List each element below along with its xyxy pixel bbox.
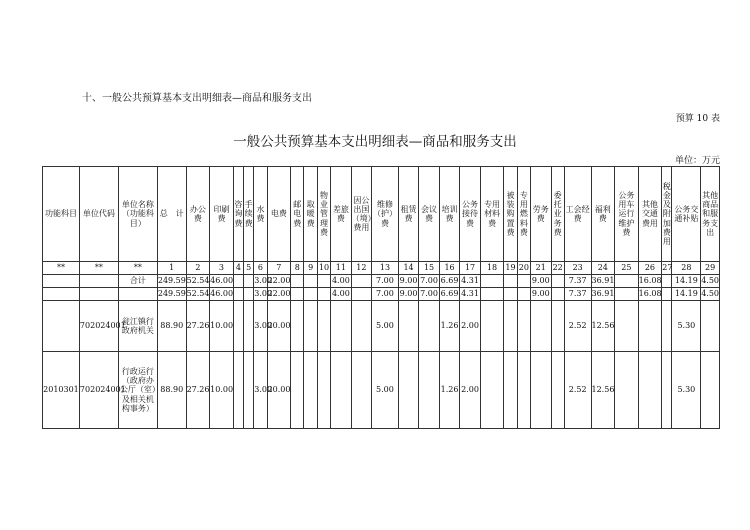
table-cell: [662, 301, 672, 352]
table-cell: 9.00: [531, 288, 552, 301]
header-cell: 维修（护）费: [372, 167, 399, 262]
table-cell: [317, 275, 330, 288]
header-cell: 办公费: [186, 167, 210, 262]
index-cell: 27: [662, 262, 672, 275]
table-cell: [243, 301, 253, 352]
table-row: [43, 275, 720, 288]
table-cell: [701, 301, 720, 352]
table-cell: 9.00: [398, 275, 419, 288]
header-cell: 工会经费: [564, 167, 591, 262]
table-cell: 瓮江镇行政府机关: [118, 301, 157, 352]
table-cell: 5.30: [672, 352, 701, 429]
index-cell: 1: [157, 262, 186, 275]
header-cell: 电费: [267, 167, 291, 262]
table-cell: 12.56: [591, 301, 615, 352]
index-cell: 10: [317, 262, 330, 275]
index-cell: 5: [243, 262, 253, 275]
table-cell: [551, 288, 564, 301]
table-cell: [662, 275, 672, 288]
header-cell: 其他交通费用: [638, 167, 662, 262]
table-cell: 27.26: [186, 301, 210, 352]
table-cell: [233, 288, 243, 301]
table-cell: 9.00: [531, 275, 552, 288]
index-cell: 6: [254, 262, 267, 275]
index-cell: 16: [439, 262, 460, 275]
table-cell: [351, 352, 372, 429]
table-cell: 12.56: [591, 352, 615, 429]
table-cell: [43, 301, 80, 352]
table-cell: 7.00: [372, 288, 399, 301]
table-cell: [398, 301, 419, 352]
header-cell: 公务接待费: [460, 167, 481, 262]
header-row: [43, 167, 720, 262]
header-cell: 咨询费: [233, 167, 243, 262]
table-cell: 14.19: [672, 275, 701, 288]
table-cell: [243, 352, 253, 429]
header-cell: 劳务费: [531, 167, 552, 262]
table-cell: [480, 352, 504, 429]
table-cell: 46.00: [210, 275, 234, 288]
index-cell: 12: [351, 262, 372, 275]
table-cell: 52.54: [186, 275, 210, 288]
header-cell: 会议费: [419, 167, 440, 262]
page-title: 一般公共预算基本支出明细表—商品和服务支出: [233, 134, 517, 150]
table-cell: 14.19: [672, 288, 701, 301]
index-row: [43, 262, 720, 275]
table-cell: 10.00: [210, 352, 234, 429]
table-cell: [243, 288, 253, 301]
table-cell: [531, 301, 552, 352]
index-cell: 2: [186, 262, 210, 275]
table-cell: 249.59: [157, 288, 186, 301]
header-cell: 单位代码: [79, 167, 118, 262]
table-cell: [304, 275, 317, 288]
header-cell: 手续费: [243, 167, 253, 262]
table-cell: [480, 288, 504, 301]
index-cell: 29: [701, 262, 720, 275]
table-cell: [504, 275, 517, 288]
table-cell: 4.50: [701, 288, 720, 301]
index-cell: 4: [233, 262, 243, 275]
table-cell: [480, 275, 504, 288]
table-cell: [291, 275, 304, 288]
table-cell: [504, 288, 517, 301]
table-cell: 16.08: [638, 275, 662, 288]
table-cell: [398, 352, 419, 429]
header-cell: 公务用车运行维护费: [615, 167, 639, 262]
index-cell: 3: [210, 262, 234, 275]
table-cell: [517, 301, 530, 352]
table-cell: 6.69: [439, 275, 460, 288]
table-cell: 20.00: [267, 352, 291, 429]
header-cell: 税金及附加费用: [662, 167, 672, 262]
table-cell: [304, 301, 317, 352]
table-cell: [615, 288, 639, 301]
table-cell: 4.31: [460, 275, 481, 288]
index-cell: 17: [460, 262, 481, 275]
table-cell: [504, 352, 517, 429]
table-cell: 5.30: [672, 301, 701, 352]
table-cell: 3.00: [254, 288, 267, 301]
table-cell: 16.08: [638, 288, 662, 301]
table-cell: 3.00: [254, 301, 267, 352]
table-cell: 36.91: [591, 288, 615, 301]
table-cell: 4.00: [331, 288, 352, 301]
table-cell: 2.00: [460, 352, 481, 429]
table-cell: 2.00: [460, 301, 481, 352]
table-cell: [517, 352, 530, 429]
table-cell: [551, 275, 564, 288]
index-cell: 25: [615, 262, 639, 275]
table-cell: [233, 275, 243, 288]
table-cell: [551, 352, 564, 429]
header-cell: 培训费: [439, 167, 460, 262]
budget-table: [42, 166, 720, 429]
index-cell: 14: [398, 262, 419, 275]
header-cell: 委托业务费: [551, 167, 564, 262]
header-cell: 水费: [254, 167, 267, 262]
index-cell: **: [118, 262, 157, 275]
header-cell: 专用材料费: [480, 167, 504, 262]
table-cell: 9.00: [398, 288, 419, 301]
header-cell: 印刷费: [210, 167, 234, 262]
index-cell: 20: [517, 262, 530, 275]
unit-label: 单位：万元: [674, 156, 720, 166]
table-cell: 5.00: [372, 301, 399, 352]
header-cell: 取暖费: [304, 167, 317, 262]
table-cell: [291, 352, 304, 429]
table-cell: 7.00: [419, 275, 440, 288]
table-cell: [419, 301, 440, 352]
table-row: [43, 352, 720, 429]
table-cell: [701, 352, 720, 429]
table-cell: [317, 301, 330, 352]
header-cell: 功能科目: [43, 167, 80, 262]
index-cell: 21: [531, 262, 552, 275]
header-cell: 差旅费: [331, 167, 352, 262]
table-cell: 5.00: [372, 352, 399, 429]
index-cell: 19: [504, 262, 517, 275]
table-row: [43, 288, 720, 301]
table-cell: [118, 288, 157, 301]
table-cell: [419, 352, 440, 429]
table-cell: [504, 301, 517, 352]
table-cell: [79, 288, 118, 301]
table-cell: [331, 301, 352, 352]
index-cell: 11: [331, 262, 352, 275]
table-cell: 1.26: [439, 301, 460, 352]
table-cell: [351, 288, 372, 301]
table-cell: 3.00: [254, 275, 267, 288]
index-cell: 22: [551, 262, 564, 275]
table-cell: 27.26: [186, 352, 210, 429]
table-cell: [615, 301, 639, 352]
table-cell: [517, 275, 530, 288]
table-cell: [615, 275, 639, 288]
table-cell: [317, 352, 330, 429]
table-cell: 249.59: [157, 275, 186, 288]
index-cell: 18: [480, 262, 504, 275]
index-cell: 13: [372, 262, 399, 275]
table-cell: 2.52: [564, 352, 591, 429]
table-cell: 4.00: [331, 275, 352, 288]
table-cell: [638, 301, 662, 352]
table-cell: 702024001: [79, 352, 118, 429]
index-cell: 28: [672, 262, 701, 275]
table-cell: [43, 288, 80, 301]
table-cell: 88.90: [157, 301, 186, 352]
table-cell: 20.00: [267, 301, 291, 352]
table-cell: [638, 352, 662, 429]
header-cell: 因公出国（境）费用: [351, 167, 372, 262]
table-cell: 52.54: [186, 288, 210, 301]
index-cell: **: [79, 262, 118, 275]
table-cell: 4.31: [460, 288, 481, 301]
index-cell: 23: [564, 262, 591, 275]
table-cell: 7.00: [372, 275, 399, 288]
index-cell: 9: [304, 262, 317, 275]
table-cell: 36.91: [591, 275, 615, 288]
table-cell: [662, 288, 672, 301]
table-cell: 4.50: [701, 275, 720, 288]
table-cell: 1.26: [439, 352, 460, 429]
header-cell: 其他商品和服务支出: [701, 167, 720, 262]
table-cell: 2010301: [43, 352, 80, 429]
table-cell: 22.00: [267, 275, 291, 288]
table-cell: [331, 352, 352, 429]
index-cell: 24: [591, 262, 615, 275]
table-cell: [662, 352, 672, 429]
table-cell: 702024001: [79, 301, 118, 352]
table-cell: [480, 301, 504, 352]
table-row: [43, 301, 720, 352]
header-cell: 专用燃料费: [517, 167, 530, 262]
table-cell: 88.90: [157, 352, 186, 429]
header-cell: 总 计: [157, 167, 186, 262]
table-cell: 合计: [118, 275, 157, 288]
table-cell: [317, 288, 330, 301]
header-cell: 邮电费: [291, 167, 304, 262]
header-cell: 租赁费: [398, 167, 419, 262]
header-cell: 公务交通补贴: [672, 167, 701, 262]
table-cell: [304, 352, 317, 429]
table-cell: 6.69: [439, 288, 460, 301]
table-cell: [304, 288, 317, 301]
table-cell: [351, 301, 372, 352]
table-cell: 7.37: [564, 275, 591, 288]
table-cell: 3.00: [254, 352, 267, 429]
table-cell: [531, 352, 552, 429]
table-cell: 7.00: [419, 288, 440, 301]
table-cell: [79, 275, 118, 288]
table-cell: [291, 301, 304, 352]
table-cell: [233, 352, 243, 429]
table-cell: [233, 301, 243, 352]
header-cell: 单位名称（功能科目）: [118, 167, 157, 262]
table-cell: 2.52: [564, 301, 591, 352]
table-cell: 10.00: [210, 301, 234, 352]
index-cell: 8: [291, 262, 304, 275]
table-cell: [243, 275, 253, 288]
index-cell: 26: [638, 262, 662, 275]
table-cell: 46.00: [210, 288, 234, 301]
table-cell: [551, 301, 564, 352]
form-number: 预算 10 表: [675, 114, 720, 124]
header-cell: 福利费: [591, 167, 615, 262]
header-cell: 被装购置费: [504, 167, 517, 262]
table-cell: [291, 288, 304, 301]
index-cell: **: [43, 262, 80, 275]
table-cell: [517, 288, 530, 301]
header-cell: 物业管理费: [317, 167, 330, 262]
table-cell: [351, 275, 372, 288]
index-cell: 15: [419, 262, 440, 275]
table-cell: [43, 275, 80, 288]
table-cell: 7.37: [564, 288, 591, 301]
section-title: 十、一般公共预算基本支出明细表—商品和服务支出: [82, 93, 312, 104]
table-cell: [615, 352, 639, 429]
table-cell: 行政运行（政府办公厅（室）及相关机构事务）: [118, 352, 157, 429]
table-cell: 22.00: [267, 288, 291, 301]
index-cell: 7: [267, 262, 291, 275]
